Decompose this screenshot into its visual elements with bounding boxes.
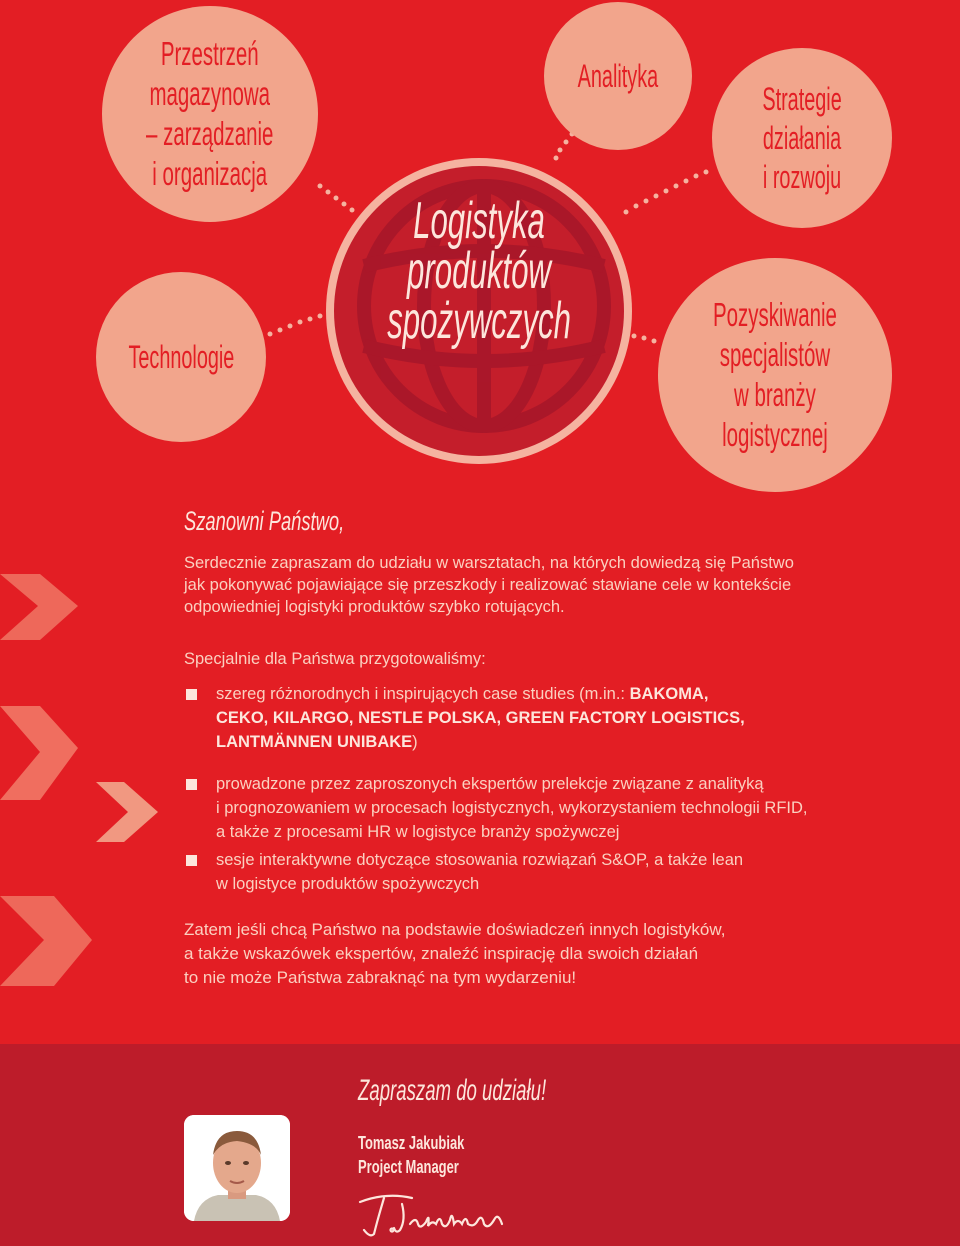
bubble-label: Pozyskiwanie specjalistów w branży logistycznej: [713, 296, 837, 453]
bullet-square-icon: [186, 779, 197, 790]
arrow-shape: [96, 782, 158, 842]
person-role: Project Manager: [358, 1157, 459, 1177]
arrow-shape: [0, 574, 78, 640]
bullet-square-icon: [186, 855, 197, 866]
bubble-analityka: [544, 2, 692, 150]
bubble-label: Analityka: [577, 57, 659, 94]
bubble-label: Przestrzeń magazynowa – zarządzanie i organizacja: [146, 35, 274, 192]
invite-heading: Zapraszam do udziału!: [358, 1074, 547, 1107]
special-heading: Specjalnie dla Państwa przygotowaliśmy:: [184, 650, 486, 668]
bullet-square-icon: [186, 689, 197, 700]
avatar: [184, 1115, 290, 1221]
center-title: Logistyka produktów spożywczych: [387, 192, 571, 350]
bubble-technologie: [96, 272, 266, 442]
arrow-shape: [0, 896, 92, 986]
bubble-strategie: [712, 48, 892, 228]
bubble-label: Technologie: [128, 338, 234, 375]
arrow-shape: [0, 706, 78, 800]
bubble-label: Strategie działania i rozwoju: [762, 80, 842, 195]
signature-image: [356, 1190, 516, 1238]
bubble-pozyskiwanie-specjalistow: [658, 258, 892, 492]
closing-paragraph: Zatem jeśli chcą Państwo na podstawie doświadczeń innych logistyków, a także wskazówek ekspertów, znaleźć inspirację dla swoich działań to nie może Państwa zabraknąć na tym wydarzeniu!: [184, 920, 726, 987]
list-item-text: prowadzone przez zaproszonych ekspertów prelekcje związane z analityką i prognozowaniem w procesach logistycznych, wykorzystaniem technologii RFID, a także z procesami HR w logistyce branży spożywczej: [216, 775, 808, 841]
person-name: Tomasz Jakubiak: [358, 1133, 465, 1153]
greeting: Szanowni Państwo,: [184, 506, 345, 536]
intro-paragraph: Serdecznie zapraszam do udziału w warsztatach, na których dowiedzą się Państwo jak pokonywać pojawiające się przeszkody i realizować stawiane cele w kontekście odpowiedniej logistyki produktów szybko rotujących.: [184, 554, 794, 616]
bubble-przestrzen-magazynowa: [102, 6, 318, 222]
list-item-text: szereg różnorodnych i inspirujących case studies (m.in.: BAKOMA, CEKO, KILARGO, NESTLE POLSKA, GREEN FACTORY LOGISTICS, LANTMÄNNEN UNIBAKE): [216, 685, 745, 751]
list-item-text: sesje interaktywne dotyczące stosowania rozwiązań S&OP, a także lean w logistyce produktów spożywczych: [216, 851, 744, 893]
